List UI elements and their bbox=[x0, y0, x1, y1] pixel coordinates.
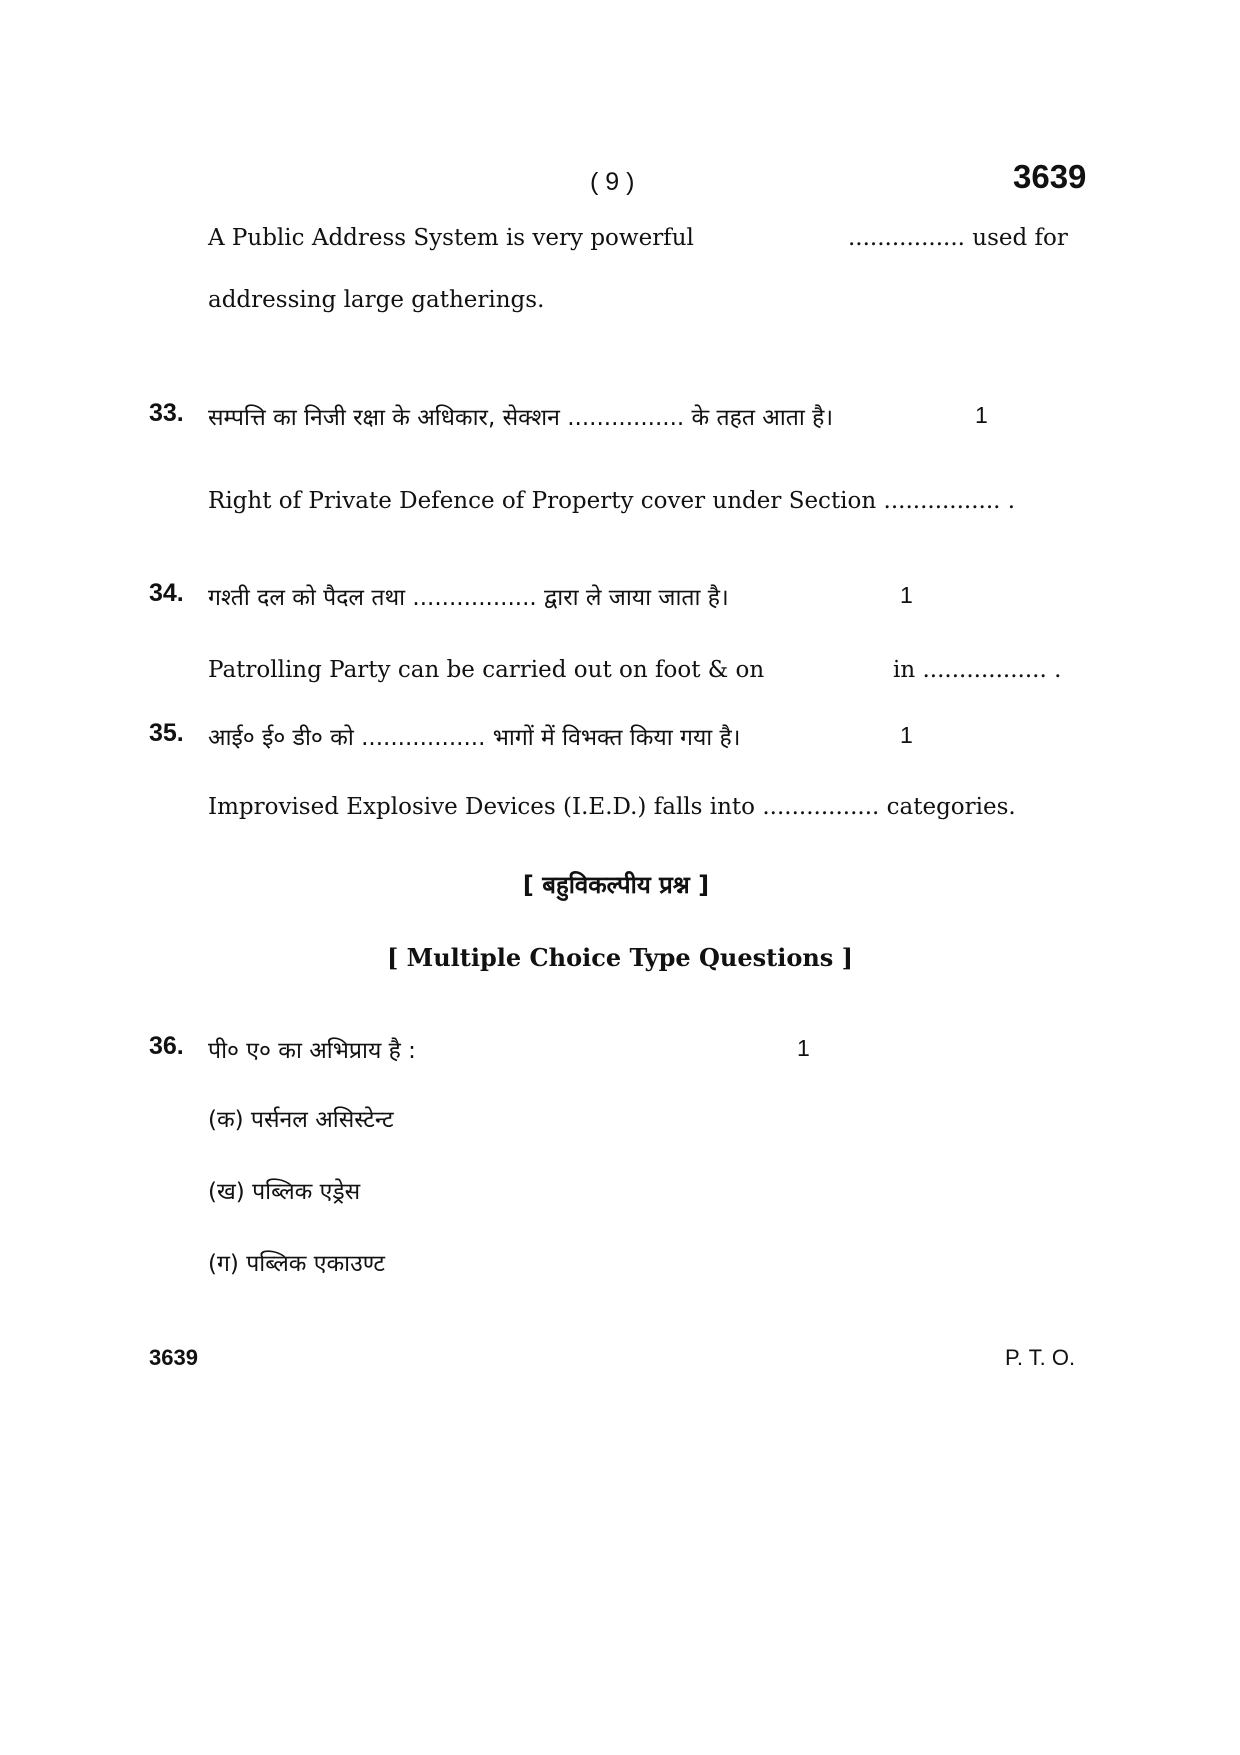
section-heading-hindi: [ बहुविकल्पीय प्रश्न ] bbox=[522, 871, 710, 899]
q34-english-left: Patrolling Party can be carried out on foot & on bbox=[208, 657, 765, 683]
q33-english: Right of Private Defence of Property cover under Section ................ . bbox=[208, 488, 1016, 514]
q36-hindi: पी० ए० का अभिप्राय है : bbox=[208, 1038, 416, 1064]
section-heading-english: [ Multiple Choice Type Questions ] bbox=[386, 943, 854, 972]
paper-code-top: 3639 bbox=[1013, 158, 1087, 195]
q33-marks: 1 bbox=[975, 402, 988, 428]
page-number: ( 9 ) bbox=[590, 168, 635, 196]
q35-number: 35. bbox=[149, 719, 184, 747]
q36-option-a: (क) पर्सनल असिस्टेन्ट bbox=[208, 1107, 394, 1133]
q34-hindi: गश्ती दल को पैदल तथा ................. द्वारा ले जाया जाता है। bbox=[208, 585, 729, 611]
q36-marks: 1 bbox=[797, 1035, 810, 1061]
q36-option-b: (ख) पब्लिक एड्रेस bbox=[208, 1179, 361, 1205]
footer-paper-code: 3639 bbox=[149, 1345, 198, 1370]
q36-number: 36. bbox=[149, 1032, 184, 1060]
footer-pto: P. T. O. bbox=[1005, 1345, 1076, 1370]
q33-number: 33. bbox=[149, 399, 184, 427]
q32-english-line1-left: A Public Address System is very powerful bbox=[208, 225, 694, 251]
q32-english-line2: addressing large gatherings. bbox=[208, 287, 545, 313]
q35-hindi: आई० ई० डी० को ................. भागों में विभक्त किया गया है। bbox=[208, 725, 741, 751]
q34-number: 34. bbox=[149, 579, 184, 607]
q35-english: Improvised Explosive Devices (I.E.D.) falls into ................ categories. bbox=[208, 794, 1016, 820]
q35-marks: 1 bbox=[900, 722, 913, 748]
q32-english-line1-right: ................ used for bbox=[848, 225, 1068, 251]
q34-marks: 1 bbox=[900, 582, 913, 608]
q34-english-right: in ................. . bbox=[893, 657, 1062, 683]
q36-option-c: (ग) पब्लिक एकाउण्ट bbox=[208, 1251, 385, 1277]
q33-hindi: सम्पत्ति का निजी रक्षा के अधिकार, सेक्शन ................ के तहत आता है। bbox=[208, 405, 834, 431]
